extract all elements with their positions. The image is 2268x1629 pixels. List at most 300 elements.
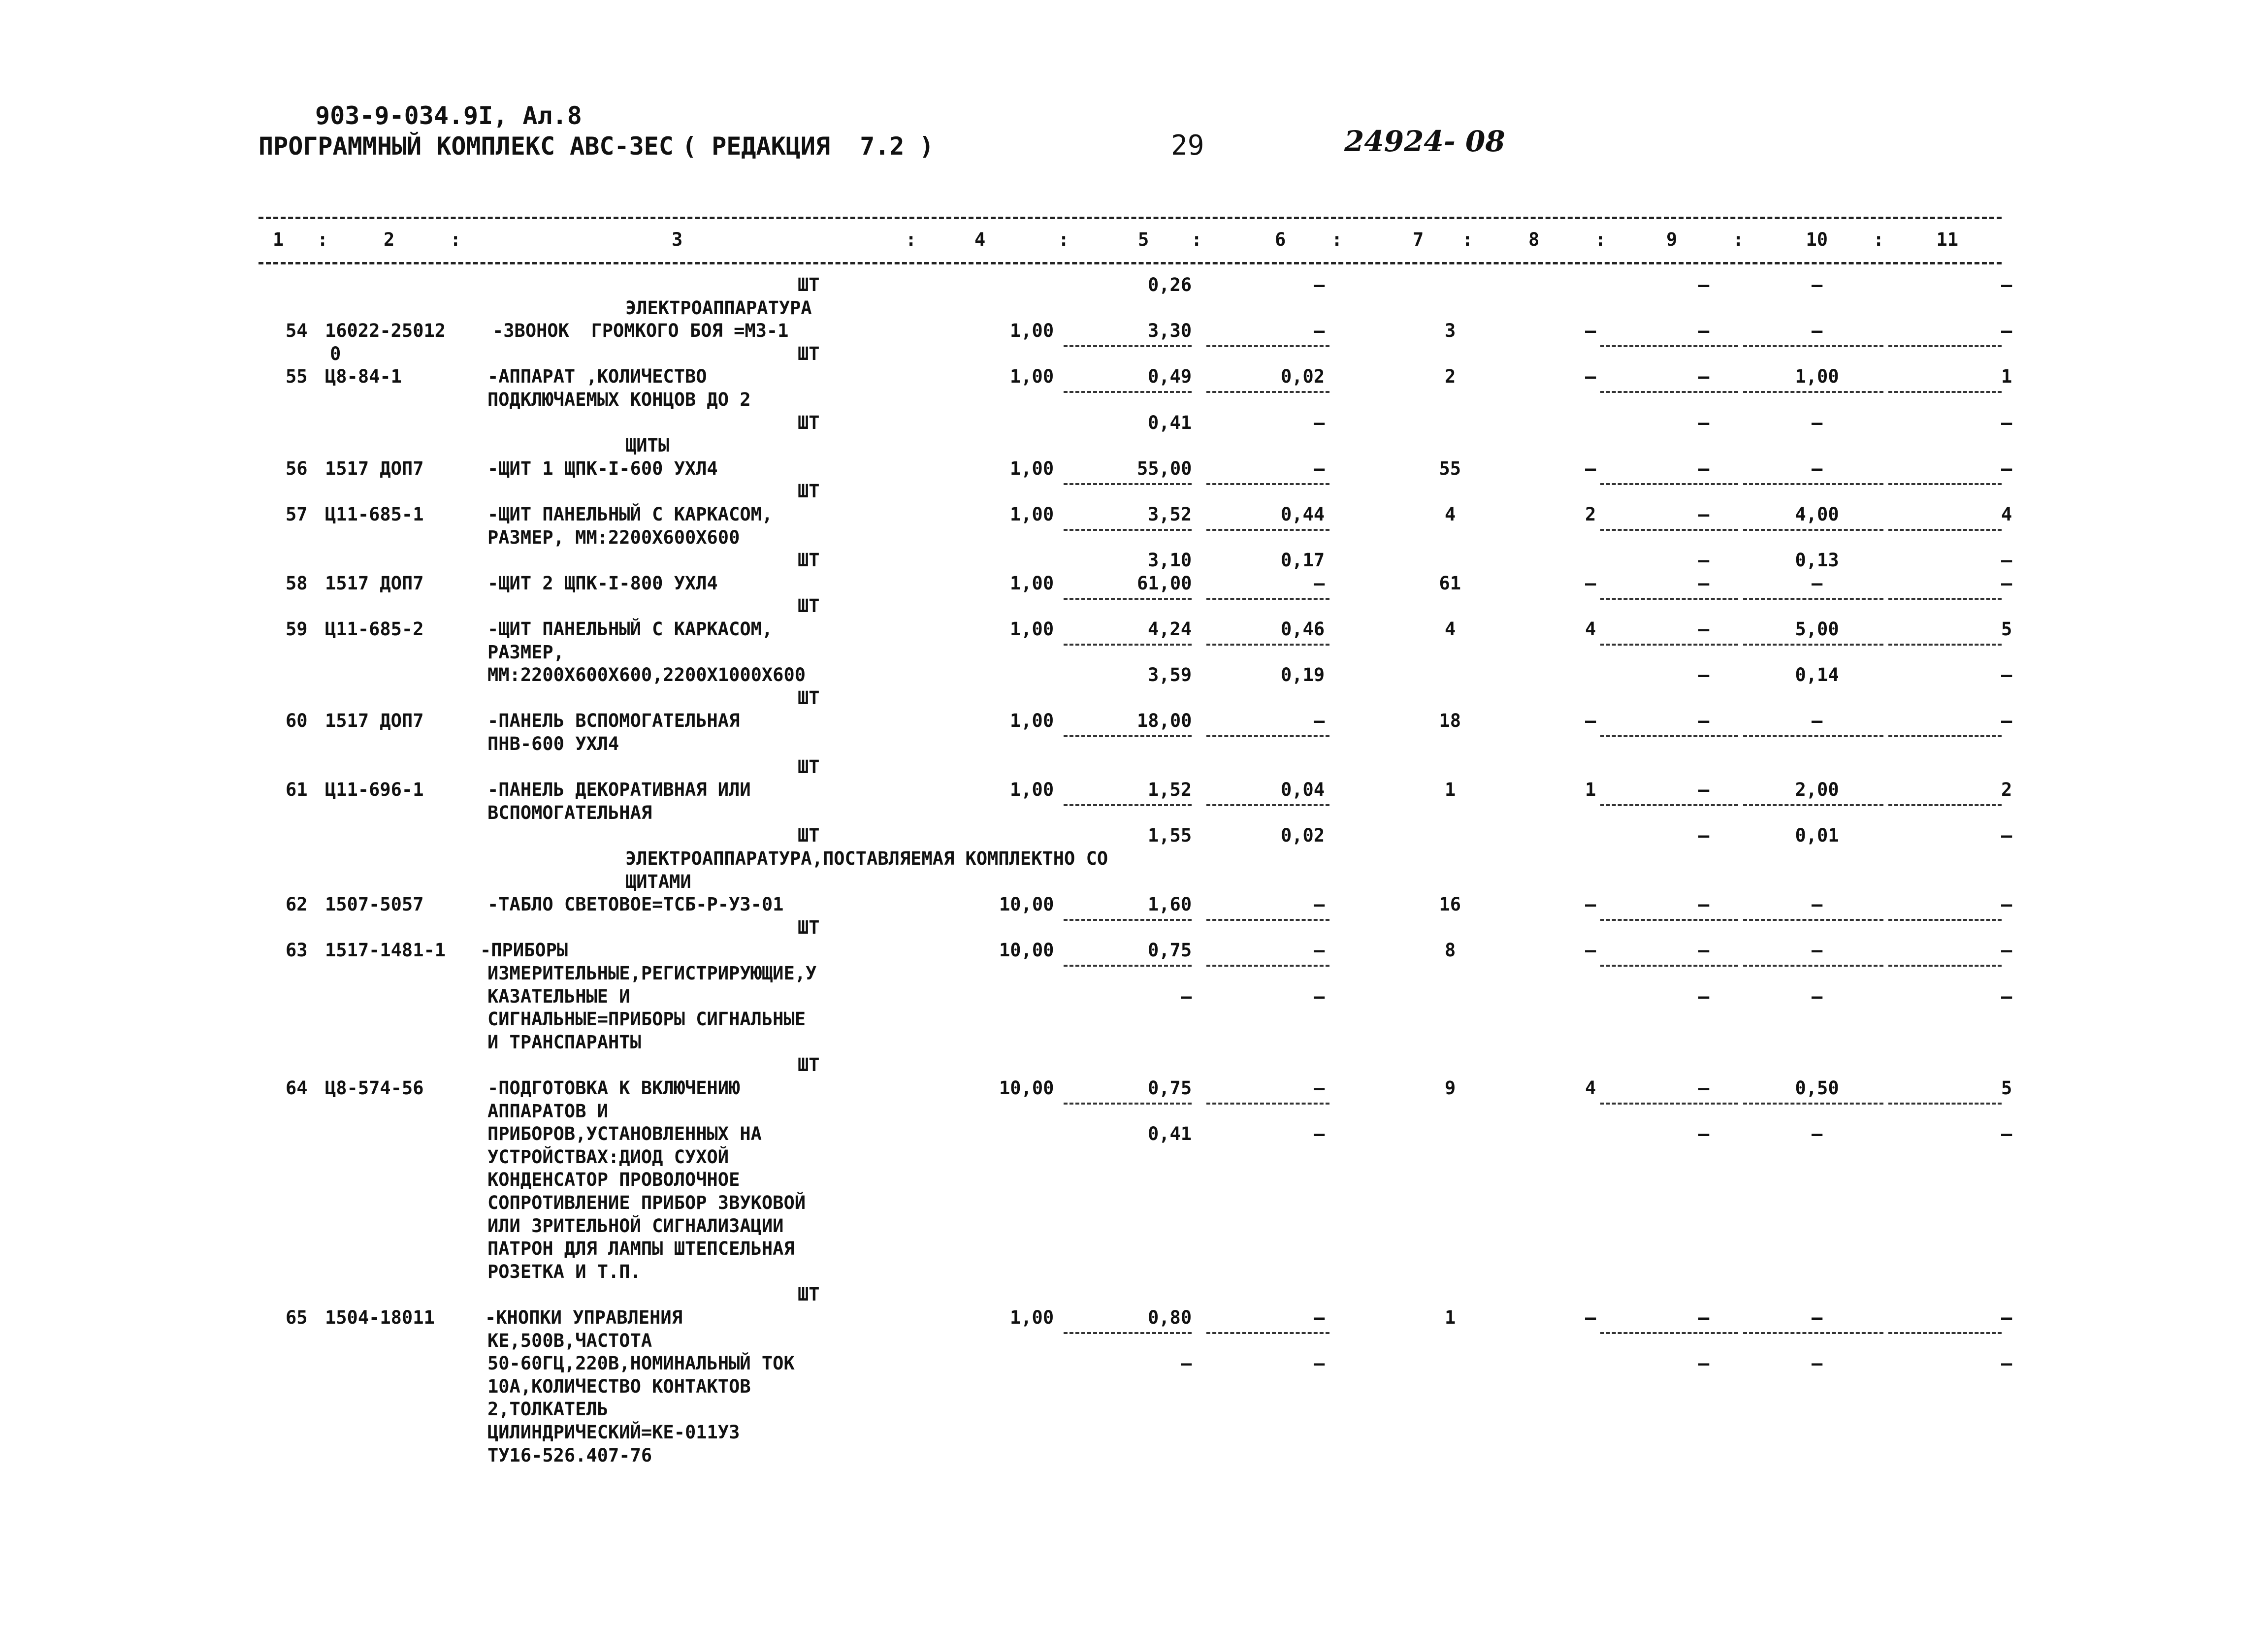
cell-col10: – [1812, 1123, 1823, 1145]
cell-col6: – [1314, 274, 1325, 295]
cell-col10: 0,14 [1795, 664, 1839, 686]
cell-subrule [1206, 345, 1329, 347]
unit-label: ШТ [798, 916, 820, 938]
resource-code: 1517-1481-1 [325, 940, 446, 961]
cell-subrule [1600, 483, 1738, 485]
item-description: АППАРАТОВ И [487, 1100, 609, 1122]
cell-subrule [1600, 345, 1738, 347]
cell-subrule [1600, 919, 1738, 921]
cell-col7: 55 [1439, 457, 1461, 479]
item-description: ЦИЛИНДРИЧЕСКИЙ=КЕ-011У3 [487, 1422, 740, 1443]
cell-col10: – [1812, 1353, 1823, 1374]
item-description: УСТРОЙСТВАХ:ДИОД СУХОЙ [487, 1146, 729, 1168]
cell-col10: – [1812, 412, 1823, 433]
cell-col8: – [1585, 320, 1596, 342]
cell-col6: 0,17 [1281, 550, 1325, 571]
cell-col5: 0,80 [1148, 1307, 1192, 1328]
column-separator: : [1331, 229, 1343, 250]
cell-subrule [1064, 735, 1192, 737]
cell-col10: – [1812, 572, 1823, 594]
cell-subrule [1888, 529, 2002, 531]
cell-col4: 10,00 [999, 940, 1054, 961]
cell-subrule [1743, 735, 1883, 737]
item-number: 55 [286, 366, 308, 388]
cell-col9: – [1698, 664, 1710, 686]
cell-col5: 3,52 [1148, 504, 1192, 525]
item-number: 62 [286, 894, 308, 915]
column-separator: : [1873, 229, 1884, 250]
cell-col8: 1 [1585, 779, 1596, 801]
cell-col7: 8 [1445, 940, 1456, 961]
cell-col5: 55,00 [1137, 457, 1192, 479]
cell-col5: 3,59 [1148, 664, 1192, 686]
cell-col6: 0,02 [1281, 825, 1325, 847]
cell-subrule [1888, 644, 2002, 646]
cell-col11: – [2001, 710, 2012, 732]
cell-col7: 2 [1445, 366, 1456, 388]
cell-col9: – [1698, 412, 1710, 433]
cell-subrule [1064, 391, 1192, 393]
cell-col9: – [1698, 825, 1710, 847]
cell-col11: 5 [2001, 619, 2012, 640]
column-number: 9 [1666, 229, 1678, 250]
cell-col8: – [1585, 894, 1596, 915]
cell-subrule [1064, 529, 1192, 531]
cell-col4: 1,00 [1010, 1307, 1054, 1328]
cell-col5: 0,49 [1148, 366, 1192, 388]
cell-col8: 4 [1585, 1077, 1596, 1099]
cell-subrule [1064, 345, 1192, 347]
item-description: ПРИБОРОВ,УСТАНОВЛЕННЫХ НА [487, 1123, 762, 1145]
unit-label: ШТ [798, 481, 820, 502]
item-description: ПАТРОН ДЛЯ ЛАМПЫ ШТЕПСЕЛЬНАЯ [487, 1238, 795, 1260]
table-header-rule [259, 262, 2002, 264]
unit-label: ШТ [798, 1284, 820, 1305]
cell-subrule [1064, 1332, 1192, 1334]
column-separator: : [1595, 229, 1606, 250]
cell-col5: 1,52 [1148, 779, 1192, 801]
cell-col9: – [1698, 1307, 1710, 1328]
item-description: -ПРИБОРЫ [480, 940, 568, 961]
section-title: ЭЛЕКТРОАППАРАТУРА,ПОСТАВЛЯЕМАЯ КОМПЛЕКТНО СО [625, 848, 1108, 869]
cell-subrule [1743, 345, 1883, 347]
cell-col9: – [1698, 1077, 1710, 1099]
cell-col5: 61,00 [1137, 572, 1192, 594]
item-description: КАЗАТЕЛЬНЫЕ И [487, 985, 630, 1007]
cell-col6: 0,46 [1281, 619, 1325, 640]
cell-subrule [1206, 965, 1329, 967]
cell-col4: 1,00 [1010, 619, 1054, 640]
item-number: 58 [286, 572, 308, 594]
cell-col10: – [1812, 940, 1823, 961]
cell-col7: 4 [1445, 504, 1456, 525]
cell-col11: – [2001, 457, 2012, 479]
cell-subrule [1888, 483, 2002, 485]
column-number: 8 [1528, 229, 1540, 250]
cell-col10: – [1812, 457, 1823, 479]
unit-label: ШТ [798, 825, 820, 847]
resource-code: 1504-18011 [325, 1307, 435, 1328]
cell-col4: 1,00 [1010, 366, 1054, 388]
cell-col6: – [1314, 572, 1325, 594]
resource-code: Ц11-685-1 [325, 504, 424, 525]
document-code: 903-9-034.9I, Ал.8 [315, 101, 582, 130]
cell-subrule [1206, 1332, 1329, 1334]
cell-col11: – [2001, 825, 2012, 847]
cell-col8: – [1585, 366, 1596, 388]
resource-code: Ц8-574-56 [325, 1077, 424, 1099]
column-separator: : [450, 229, 461, 250]
item-number: 57 [286, 504, 308, 525]
cell-col6: – [1314, 412, 1325, 433]
resource-code: 16022-25012 [325, 320, 446, 342]
cell-col9: – [1698, 1123, 1710, 1145]
cell-col9: – [1698, 779, 1710, 801]
cell-col9: – [1698, 940, 1710, 961]
cell-col5: – [1181, 1353, 1192, 1374]
item-description: 2,ТОЛКАТЕЛЬ [487, 1399, 609, 1420]
cell-subrule [1888, 919, 2002, 921]
cell-col6: 0,19 [1281, 664, 1325, 686]
item-number: 65 [286, 1307, 308, 1328]
cell-col10: – [1812, 274, 1823, 295]
cell-col10: 4,00 [1795, 504, 1839, 525]
unit-label: ШТ [798, 595, 820, 617]
cell-col4: 1,00 [1010, 779, 1054, 801]
column-separator: : [906, 229, 917, 250]
resource-code: Ц11-696-1 [325, 779, 424, 801]
cell-subrule [1600, 804, 1738, 806]
cell-subrule [1206, 1103, 1329, 1105]
cell-col5: 0,26 [1148, 274, 1192, 295]
item-description: -ЗВОНОК ГРОМКОГО БОЯ =МЗ-1 [492, 320, 789, 342]
cell-subrule [1743, 1332, 1883, 1334]
cell-subrule [1888, 345, 2002, 347]
cell-col8: – [1585, 1307, 1596, 1328]
cell-subrule [1743, 804, 1883, 806]
item-description: -ПАНЕЛЬ ДЕКОРАТИВНАЯ ИЛИ [487, 779, 751, 801]
column-number: 10 [1806, 229, 1828, 250]
cell-col5: 0,41 [1148, 412, 1192, 433]
section-title: ЭЛЕКТРОАППАРАТУРА [625, 297, 812, 319]
cell-subrule [1064, 598, 1192, 600]
cell-col7: 3 [1445, 320, 1456, 342]
resource-code: Ц8-84-1 [325, 366, 402, 388]
item-description: РАЗМЕР, [487, 641, 564, 663]
cell-col9: – [1698, 457, 1710, 479]
item-description: РАЗМЕР, ММ:2200X600X600 [487, 526, 740, 548]
section-title: ЩИТЫ [625, 435, 670, 456]
cell-subrule [1888, 735, 2002, 737]
cell-subrule [1600, 391, 1738, 393]
item-description: ВСПОМОГАТЕЛЬНАЯ [487, 802, 652, 823]
item-description: -АППАРАТ ,КОЛИЧЕСТВО [487, 366, 707, 388]
cell-col9: – [1698, 550, 1710, 571]
cell-col5: 4,24 [1148, 619, 1192, 640]
cell-col7: 4 [1445, 619, 1456, 640]
item-description: ММ:2200X600X600,2200X1000X600 [487, 664, 806, 686]
column-separator: : [1058, 229, 1069, 250]
cell-subrule [1743, 919, 1883, 921]
cell-subrule [1206, 919, 1329, 921]
item-description: И ТРАНСПАРАНТЫ [487, 1031, 641, 1053]
cell-col6: – [1314, 985, 1325, 1007]
cell-subrule [1206, 529, 1329, 531]
item-description: 50-60ГЦ,220В,НОМИНАЛЬНЫЙ ТОК [487, 1353, 795, 1374]
cell-col4: 1,00 [1010, 457, 1054, 479]
cell-col8: – [1585, 457, 1596, 479]
item-description: КЕ,500В,ЧАСТОТА [487, 1330, 652, 1351]
column-number: 6 [1275, 229, 1286, 250]
cell-col6: – [1314, 457, 1325, 479]
edition-label: ( РЕДАКЦИЯ 7.2 ) [682, 132, 934, 161]
item-description: ИЛИ ЗРИТЕЛЬНОЙ СИГНАЛИЗАЦИИ [487, 1215, 784, 1237]
cell-col4: 1,00 [1010, 504, 1054, 525]
handwritten-stamp: 24924- 08 [1344, 125, 1505, 158]
cell-col7: 16 [1439, 894, 1461, 915]
cell-subrule [1743, 391, 1883, 393]
cell-col6: 0,02 [1281, 366, 1325, 388]
cell-subrule [1206, 804, 1329, 806]
cell-col11: 1 [2001, 366, 2012, 388]
cell-col10: – [1812, 320, 1823, 342]
cell-col10: 5,00 [1795, 619, 1839, 640]
cell-col8: – [1585, 940, 1596, 961]
cell-col9: – [1698, 274, 1710, 295]
item-description: РОЗЕТКА И Т.П. [487, 1261, 641, 1282]
cell-col6: – [1314, 710, 1325, 732]
cell-col6: – [1314, 1123, 1325, 1145]
item-description: -ЩИТ 1 ЩПК-I-600 УХЛ4 [487, 457, 718, 479]
cell-col10: – [1812, 1307, 1823, 1328]
cell-subrule [1600, 598, 1738, 600]
cell-subrule [1888, 965, 2002, 967]
cell-col11: – [2001, 1123, 2012, 1145]
cell-col5: 3,30 [1148, 320, 1192, 342]
cell-subrule [1888, 1103, 2002, 1105]
resource-code: 1517 ДОП7 [325, 572, 424, 594]
cell-subrule [1064, 644, 1192, 646]
cell-col11: – [2001, 320, 2012, 342]
cell-col6: – [1314, 1077, 1325, 1099]
column-separator: : [317, 229, 328, 250]
item-description: -ПОДГОТОВКА К ВКЛЮЧЕНИЮ [487, 1077, 740, 1099]
cell-subrule [1600, 735, 1738, 737]
cell-col9: – [1698, 894, 1710, 915]
cell-subrule [1206, 598, 1329, 600]
cell-col9: – [1698, 320, 1710, 342]
cell-subrule [1888, 1332, 2002, 1334]
cell-col10: 0,01 [1795, 825, 1839, 847]
cell-subrule [1064, 1103, 1192, 1105]
cell-col10: 1,00 [1795, 366, 1839, 388]
item-description: -ТАБЛО СВЕТОВОЕ=ТСБ-Р-У3-01 [487, 894, 784, 915]
cell-col11: – [2001, 550, 2012, 571]
table-top-rule [259, 217, 2002, 219]
cell-col7: 18 [1439, 710, 1461, 732]
item-number: 64 [286, 1077, 308, 1099]
cell-col9: – [1698, 1353, 1710, 1374]
cell-subrule [1600, 644, 1738, 646]
cell-col11: – [2001, 1353, 2012, 1374]
cell-subrule [1206, 735, 1329, 737]
item-description: ТУ16-526.407-76 [487, 1444, 652, 1466]
item-description: КОНДЕНСАТОР ПРОВОЛОЧНОЕ [487, 1169, 740, 1191]
cell-col10: 0,13 [1795, 550, 1839, 571]
unit-label: ШТ [798, 1054, 820, 1076]
cell-col4: 1,00 [1010, 320, 1054, 342]
column-number: 4 [974, 229, 986, 250]
unit-label: ШТ [798, 550, 820, 571]
cell-subrule [1600, 1103, 1738, 1105]
item-description: ПОДКЛЮЧАЕМЫХ КОНЦОВ ДО 2 [487, 389, 751, 410]
column-separator: : [1462, 229, 1473, 250]
cell-subrule [1743, 1103, 1883, 1105]
cell-col10: – [1812, 710, 1823, 732]
cell-subrule [1064, 965, 1192, 967]
cell-col11: – [2001, 940, 2012, 961]
cell-col11: – [2001, 985, 2012, 1007]
resource-code: 1517 ДОП7 [325, 457, 424, 479]
item-number: 63 [286, 940, 308, 961]
cell-col5: – [1181, 985, 1192, 1007]
cell-col6: – [1314, 320, 1325, 342]
cell-subrule [1600, 965, 1738, 967]
cell-col10: – [1812, 894, 1823, 915]
cell-subrule [1600, 1332, 1738, 1334]
item-number: 60 [286, 710, 308, 732]
cell-col9: – [1698, 710, 1710, 732]
cell-subrule [1206, 391, 1329, 393]
column-number: 1 [273, 229, 284, 250]
column-separator: : [1191, 229, 1202, 250]
cell-col5: 0,41 [1148, 1123, 1192, 1145]
cell-col11: – [2001, 894, 2012, 915]
cell-subrule [1064, 804, 1192, 806]
cell-subrule [1888, 804, 2002, 806]
cell-col7: 1 [1445, 1307, 1456, 1328]
item-description: 10А,КОЛИЧЕСТВО КОНТАКТОВ [487, 1375, 751, 1397]
cell-col5: 1,60 [1148, 894, 1192, 915]
item-description: -ЩИТ ПАНЕЛЬНЫЙ С КАРКАСОМ, [487, 619, 773, 640]
item-description: СИГНАЛЬНЫЕ=ПРИБОРЫ СИГНАЛЬНЫЕ [487, 1009, 806, 1030]
item-description: СОПРОТИВЛЕНИЕ ПРИБОР ЗВУКОВОЙ [487, 1192, 806, 1213]
cell-col6: 0,44 [1281, 504, 1325, 525]
item-description: -ЩИТ ПАНЕЛЬНЫЙ С КАРКАСОМ, [487, 504, 773, 525]
item-number: 61 [286, 779, 308, 801]
cell-col9: – [1698, 504, 1710, 525]
cell-col8: – [1585, 572, 1596, 594]
cell-col9: – [1698, 366, 1710, 388]
resource-code: Ц11-685-2 [325, 619, 424, 640]
program-name: ПРОГРАММНЫЙ КОМПЛЕКС АВС-ЗЕС [259, 132, 674, 161]
cell-col11: – [2001, 274, 2012, 295]
cell-subrule [1064, 483, 1192, 485]
cell-col11: – [2001, 572, 2012, 594]
cell-col11: 4 [2001, 504, 2012, 525]
cell-col8: 2 [1585, 504, 1596, 525]
cell-col10: – [1812, 985, 1823, 1007]
item-number: 56 [286, 457, 308, 479]
item-description: -ЩИТ 2 ЩПК-I-800 УХЛ4 [487, 572, 718, 594]
cell-subrule [1743, 483, 1883, 485]
cell-col6: – [1314, 894, 1325, 915]
column-number: 7 [1413, 229, 1424, 250]
cell-col6: – [1314, 1353, 1325, 1374]
column-number: 11 [1936, 229, 1959, 250]
cell-col11: 5 [2001, 1077, 2012, 1099]
cell-col9: – [1698, 985, 1710, 1007]
resource-code: 1507-5057 [325, 894, 424, 915]
cell-col10: 0,50 [1795, 1077, 1839, 1099]
cell-col8: 4 [1585, 619, 1596, 640]
item-description: ИЗМЕРИТЕЛЬНЫЕ,РЕГИСТРИРУЮЩИЕ,У [487, 963, 817, 984]
cell-col6: – [1314, 940, 1325, 961]
cell-col8: – [1585, 710, 1596, 732]
section-title: ЩИТАМИ [625, 871, 691, 892]
cell-subrule [1743, 529, 1883, 531]
cell-col7: 9 [1445, 1077, 1456, 1099]
item-description: -КНОПКИ УПРАВЛЕНИЯ [485, 1307, 682, 1328]
unit-label: ШТ [798, 412, 820, 433]
cell-subrule [1743, 598, 1883, 600]
cell-col4: 10,00 [999, 894, 1054, 915]
cell-col4: 1,00 [1010, 710, 1054, 732]
column-separator: : [1733, 229, 1744, 250]
cell-col7: 61 [1439, 572, 1461, 594]
page-number: 29 [1171, 130, 1204, 162]
cell-col11: – [2001, 412, 2012, 433]
cell-col6: 0,04 [1281, 779, 1325, 801]
cell-col11: 2 [2001, 779, 2012, 801]
cell-subrule [1888, 391, 2002, 393]
item-description: 0 [330, 343, 341, 364]
cell-col4: 10,00 [999, 1077, 1054, 1099]
cell-col5: 18,00 [1137, 710, 1192, 732]
column-number: 3 [672, 229, 683, 250]
cell-subrule [1888, 598, 2002, 600]
cell-subrule [1064, 919, 1192, 921]
cell-col9: – [1698, 572, 1710, 594]
cell-col5: 1,55 [1148, 825, 1192, 847]
cell-col9: – [1698, 619, 1710, 640]
column-number: 2 [384, 229, 395, 250]
resource-code: 1517 ДОП7 [325, 710, 424, 732]
item-description: ПНВ-600 УХЛ4 [487, 733, 619, 754]
unit-label: ШТ [798, 687, 820, 709]
item-number: 54 [286, 320, 308, 342]
cell-subrule [1743, 644, 1883, 646]
unit-label: ШТ [798, 756, 820, 778]
cell-col5: 0,75 [1148, 940, 1192, 961]
cell-col5: 0,75 [1148, 1077, 1192, 1099]
cell-subrule [1743, 965, 1883, 967]
cell-subrule [1206, 483, 1329, 485]
column-number: 5 [1138, 229, 1149, 250]
cell-col5: 3,10 [1148, 550, 1192, 571]
unit-label: ШТ [798, 343, 820, 364]
item-description: -ПАНЕЛЬ ВСПОМОГАТЕЛЬНАЯ [487, 710, 740, 732]
cell-subrule [1600, 529, 1738, 531]
item-number: 59 [286, 619, 308, 640]
cell-col7: 1 [1445, 779, 1456, 801]
cell-col11: – [2001, 664, 2012, 686]
cell-subrule [1206, 644, 1329, 646]
cell-col11: – [2001, 1307, 2012, 1328]
cell-col4: 1,00 [1010, 572, 1054, 594]
unit-label: ШТ [798, 274, 820, 295]
cell-col6: – [1314, 1307, 1325, 1328]
